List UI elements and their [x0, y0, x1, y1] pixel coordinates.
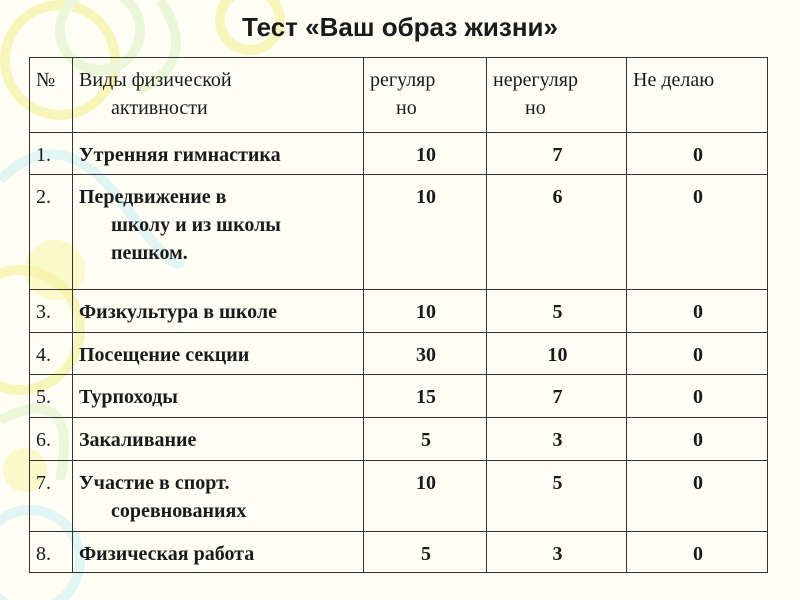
row-regular: 10 [364, 175, 487, 289]
row-none: 0 [627, 175, 768, 289]
row-number: 6. [30, 417, 73, 460]
row-activity [73, 532, 364, 573]
activity-line: соревнованиях [111, 499, 247, 522]
header-activity-line1: Виды физической [79, 69, 232, 91]
table-row [30, 289, 768, 332]
table-row [30, 417, 768, 460]
header-activity [73, 58, 364, 133]
activity-line: Физическая работа [79, 543, 255, 566]
row-activity [73, 175, 364, 289]
activity-line: Утренняя гимнастика [79, 143, 281, 166]
activity-line: школу и из школы [111, 214, 281, 237]
row-none: 0 [627, 417, 768, 460]
table-row [30, 332, 768, 374]
row-none: 0 [627, 532, 768, 573]
header-regular-line2: но [396, 97, 417, 119]
activity-line: Турпоходы [79, 385, 178, 408]
table-row [30, 132, 768, 175]
activity-table [29, 57, 768, 573]
row-irregular: 5 [487, 289, 627, 332]
header-irregular [487, 58, 627, 133]
row-irregular: 10 [487, 332, 627, 374]
row-activity [73, 417, 364, 460]
header-irregular-line2: но [525, 97, 546, 119]
activity-line: Закаливание [79, 428, 197, 451]
activity-line: Посещение секции [79, 343, 250, 366]
row-irregular: 3 [487, 532, 627, 573]
row-regular: 10 [364, 132, 487, 175]
activity-line: Передвижение в [79, 186, 227, 209]
row-activity [73, 132, 364, 175]
row-number: 3. [30, 289, 73, 332]
row-activity [73, 374, 364, 417]
row-activity [73, 289, 364, 332]
header-none: Не делаю [627, 58, 768, 133]
row-none: 0 [627, 374, 768, 417]
row-regular: 5 [364, 417, 487, 460]
table-row [30, 460, 768, 532]
row-irregular: 7 [487, 374, 627, 417]
activity-line: Участие в спорт. [79, 471, 230, 494]
row-regular: 30 [364, 332, 487, 374]
row-number: 5. [30, 374, 73, 417]
activity-line: Физкультура в школе [79, 300, 277, 323]
table-header-row [30, 58, 768, 133]
activity-line: пешком. [111, 242, 188, 265]
row-irregular: 6 [487, 175, 627, 289]
row-regular: 10 [364, 289, 487, 332]
row-regular: 15 [364, 374, 487, 417]
row-number: 1. [30, 132, 73, 175]
row-number: 7. [30, 460, 73, 532]
row-regular: 5 [364, 532, 487, 573]
table-row [30, 532, 768, 573]
row-none: 0 [627, 289, 768, 332]
header-irregular-line1: нерегуляр [493, 69, 578, 91]
row-none: 0 [627, 132, 768, 175]
row-irregular: 3 [487, 417, 627, 460]
row-number: 2. [30, 175, 73, 289]
row-activity [73, 332, 364, 374]
table-row [30, 374, 768, 417]
table-row [30, 175, 768, 289]
row-activity [73, 460, 364, 532]
page-title: Тест «Ваш образ жизни» [242, 12, 558, 42]
row-number: 4. [30, 332, 73, 374]
row-none: 0 [627, 460, 768, 532]
row-number: 8. [30, 532, 73, 573]
header-regular-line1: регуляр [370, 69, 436, 91]
header-activity-line2: активности [111, 97, 208, 119]
header-regular [364, 58, 487, 133]
row-irregular: 7 [487, 132, 627, 175]
row-none: 0 [627, 332, 768, 374]
row-irregular: 5 [487, 460, 627, 532]
header-num: № [30, 58, 73, 133]
row-regular: 10 [364, 460, 487, 532]
